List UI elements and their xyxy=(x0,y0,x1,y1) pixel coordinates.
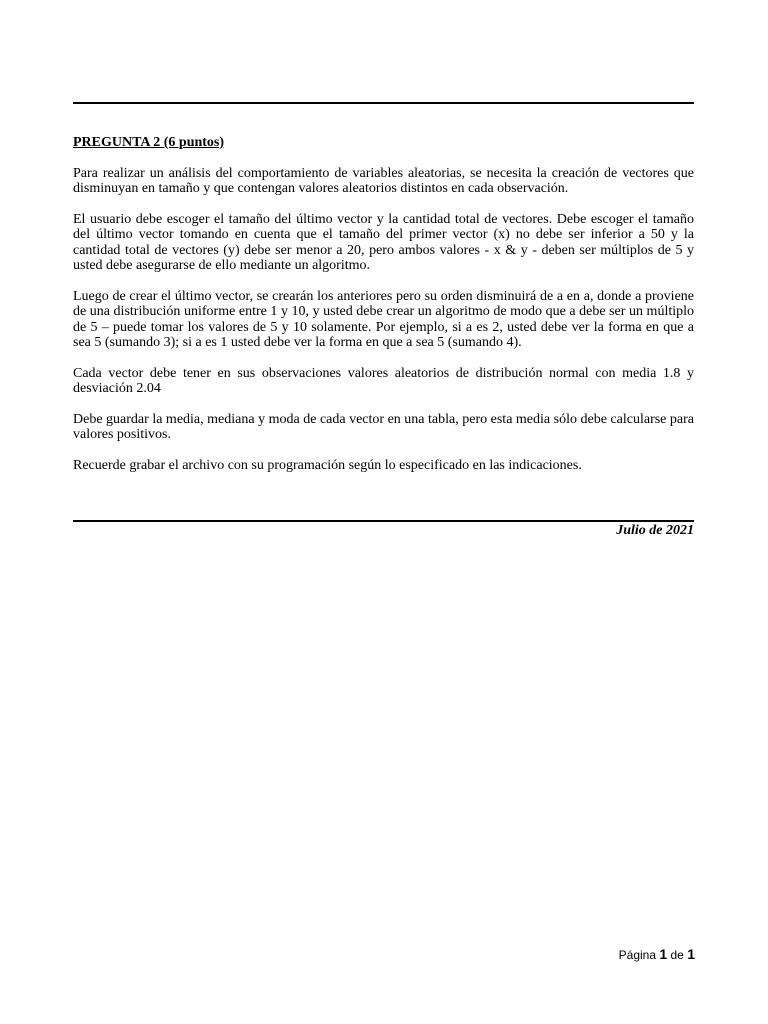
page-current: 1 xyxy=(659,946,668,962)
question-title: PREGUNTA 2 (6 puntos) xyxy=(73,135,225,150)
paragraph-vector-size: El usuario debe escoger el tamaño del último vector y la cantidad total de vectores. Debe escoger el tamaño del último vector tomando en cuenta que el tamaño del primer vector (x) no debe ser inferior a 50 y la cantidad total de vectores (y) debe ser menor a 20, pero ambos valores - x & y - deben ser múltiplos de 5 y usted debe asegurarse de ello mediante un algoritmo. xyxy=(73,211,694,273)
header-rule xyxy=(73,102,694,104)
page-total: 1 xyxy=(687,946,695,962)
document-body xyxy=(73,135,694,488)
page-label: Página xyxy=(618,948,657,962)
paragraph-order: Luego de crear el último vector, se crearán los anteriores pero su orden disminuirá de a en a, donde a proviene de una distribución uniforme entre 1 y 10, y usted debe crear un algoritmo de modo que a debe ser un múltiplo de 5 – puede tomar los valores de 5 y 10 solamente. Por ejemplo, si a es 2, usted debe ver la forma en que a sea 5 (sumando 3); si a es 1 usted debe ver la forma en que a sea 5 (sumando 4). xyxy=(73,288,694,350)
page-separator: de xyxy=(670,948,684,962)
paragraph-save: Recuerde grabar el archivo con su programación según lo especificado en las indicaciones. xyxy=(73,457,582,473)
document-date: Julio de 2021 xyxy=(616,523,694,538)
page-number xyxy=(540,946,695,962)
paragraph-distribution: Cada vector debe tener en sus observaciones valores aleatorios de distribución normal con media 1.8 y desviación 2.04 xyxy=(73,365,694,396)
footer-rule xyxy=(73,520,694,522)
paragraph-intro: Para realizar un análisis del comportamiento de variables aleatorias, se necesita la creación de vectores que disminuyan en tamaño y que contengan valores aleatorios distintos en cada observación. xyxy=(73,165,694,196)
paragraph-statistics: Debe guardar la media, mediana y moda de cada vector en una tabla, pero esta media sólo debe calcularse para valores positivos. xyxy=(73,411,694,442)
